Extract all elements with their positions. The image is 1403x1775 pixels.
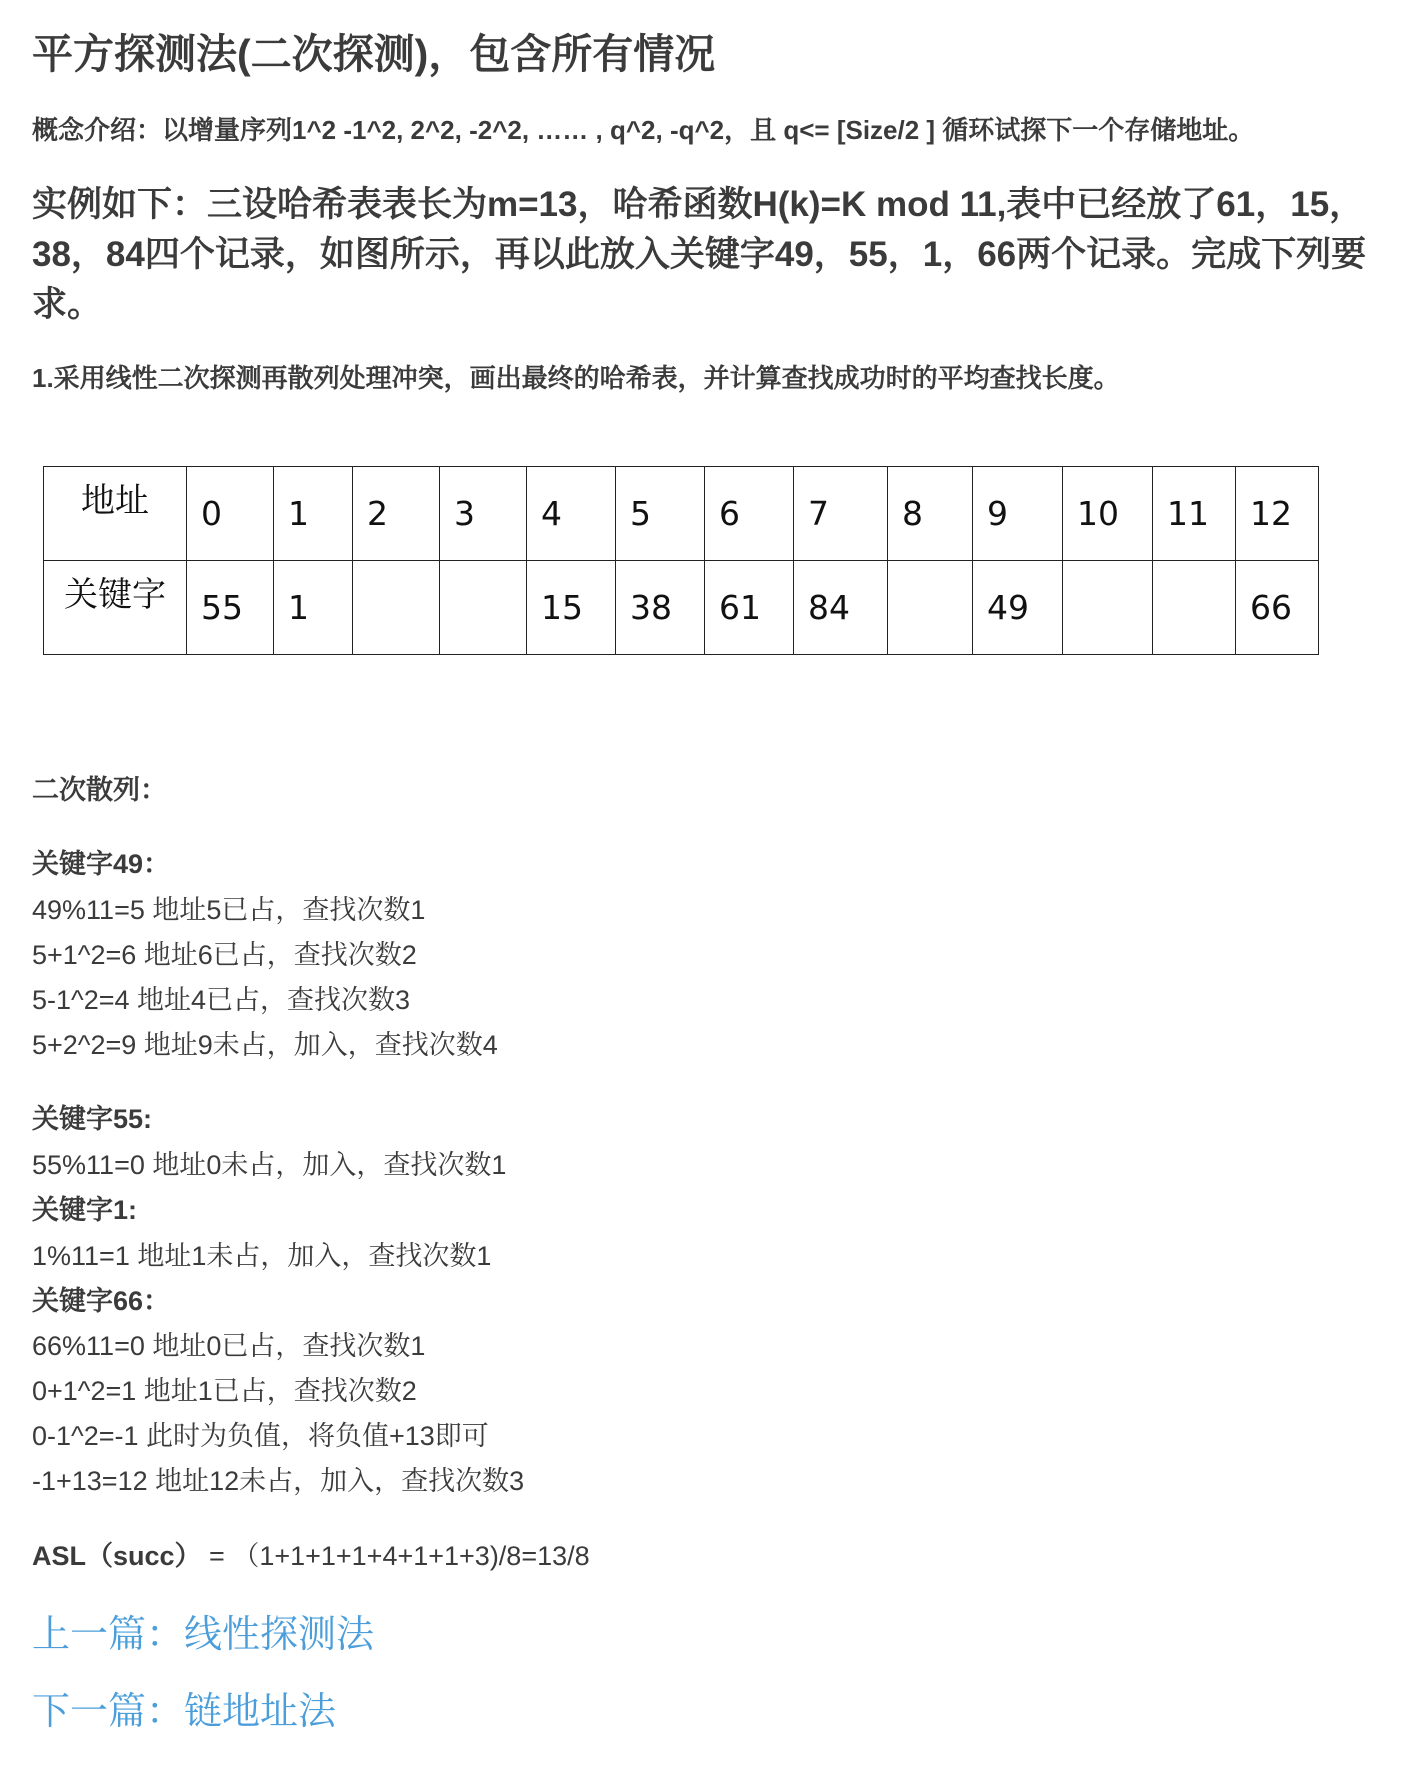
asl-formula: [32, 1534, 590, 1578]
requirement-text: 1.采用线性二次探测再散列处理冲突，画出最终的哈希表，并计算查找成功时的平均查找长度。: [32, 363, 1120, 393]
key-cell: 66: [1236, 561, 1319, 655]
key-cell: 61: [705, 561, 794, 655]
key-row: [44, 561, 1319, 655]
address-cell: 10: [1063, 467, 1153, 561]
key-cell: [353, 561, 440, 655]
address-cell: 12: [1236, 467, 1319, 561]
address-cell: 9: [973, 467, 1063, 561]
asl-label: ASL（succ）: [32, 1541, 202, 1571]
key-label: 关键字: [44, 561, 187, 655]
address-row: [44, 467, 1319, 561]
step-line: 1%11=1 地址1未占，加入，查找次数1: [32, 1241, 492, 1271]
step-line: -1+13=12 地址12未占，加入，查找次数3: [32, 1466, 525, 1496]
example-statement: 实例如下：三设哈希表表长为m=13，哈希函数H(k)=K mod 11,表中已经放了61，15，38，84四个记录，如图所示，再以此放入关键字49，55，1，66两个记录。完成下列要求。: [32, 185, 1367, 324]
key1-title: 关键字1:: [32, 1195, 138, 1225]
step-line: 49%11=5 地址5已占，查找次数1: [32, 895, 426, 925]
address-cell: 1: [274, 467, 353, 561]
address-label: 地址: [44, 467, 187, 561]
step-line: 5-1^2=4 地址4已占，查找次数3: [32, 985, 411, 1015]
key49-title: 关键字49：: [32, 849, 171, 879]
address-cell: 3: [440, 467, 527, 561]
key-cell: 1: [274, 561, 353, 655]
step-line: 55%11=0 地址0未占，加入，查找次数1: [32, 1150, 507, 1180]
address-cell: 11: [1153, 467, 1236, 561]
step-line: 0-1^2=-1 此时为负值，将负值+13即可: [32, 1421, 489, 1451]
key66-title: 关键字66：: [32, 1286, 171, 1316]
address-cell: 5: [616, 467, 705, 561]
article-title: 平方探测法(二次探测)，包含所有情况: [32, 31, 716, 77]
address-cell: 7: [794, 467, 888, 561]
key-cell: 84: [794, 561, 888, 655]
key-cell: [888, 561, 973, 655]
step-line: 5+2^2=9 地址9未占，加入，查找次数4: [32, 1030, 498, 1060]
address-cell: 0: [187, 467, 274, 561]
address-cell: 2: [353, 467, 440, 561]
address-cell: 8: [888, 467, 973, 561]
key55-title: 关键字55:: [32, 1104, 153, 1134]
key-cell: [1153, 561, 1236, 655]
key-cell: 38: [616, 561, 705, 655]
key-cell: 55: [187, 561, 274, 655]
key-cell: 15: [527, 561, 616, 655]
asl-value: = （1+1+1+1+4+1+1+3)/8=13/8: [201, 1541, 590, 1571]
concept-intro: 概念介绍：以增量序列1^2 -1^2, 2^2, -2^2, …… , q^2, -q^2，且 q<= [Size/2 ] 循环试探下一个存储地址。: [32, 115, 1255, 145]
step-line: 66%11=0 地址0已占，查找次数1: [32, 1331, 426, 1361]
step-line: 0+1^2=1 地址1已占，查找次数2: [32, 1376, 417, 1406]
step-line: 5+1^2=6 地址6已占，查找次数2: [32, 940, 417, 970]
key-cell: [1063, 561, 1153, 655]
address-cell: 6: [705, 467, 794, 561]
hash-table: [43, 466, 1319, 655]
address-cell: 4: [527, 467, 616, 561]
key-cell: 49: [973, 561, 1063, 655]
key-cell: [440, 561, 527, 655]
next-article-link[interactable]: 下一篇：链地址法: [32, 1691, 337, 1733]
solution-heading: 二次散列：: [32, 775, 167, 805]
prev-article-link[interactable]: 上一篇：线性探测法: [32, 1614, 375, 1656]
